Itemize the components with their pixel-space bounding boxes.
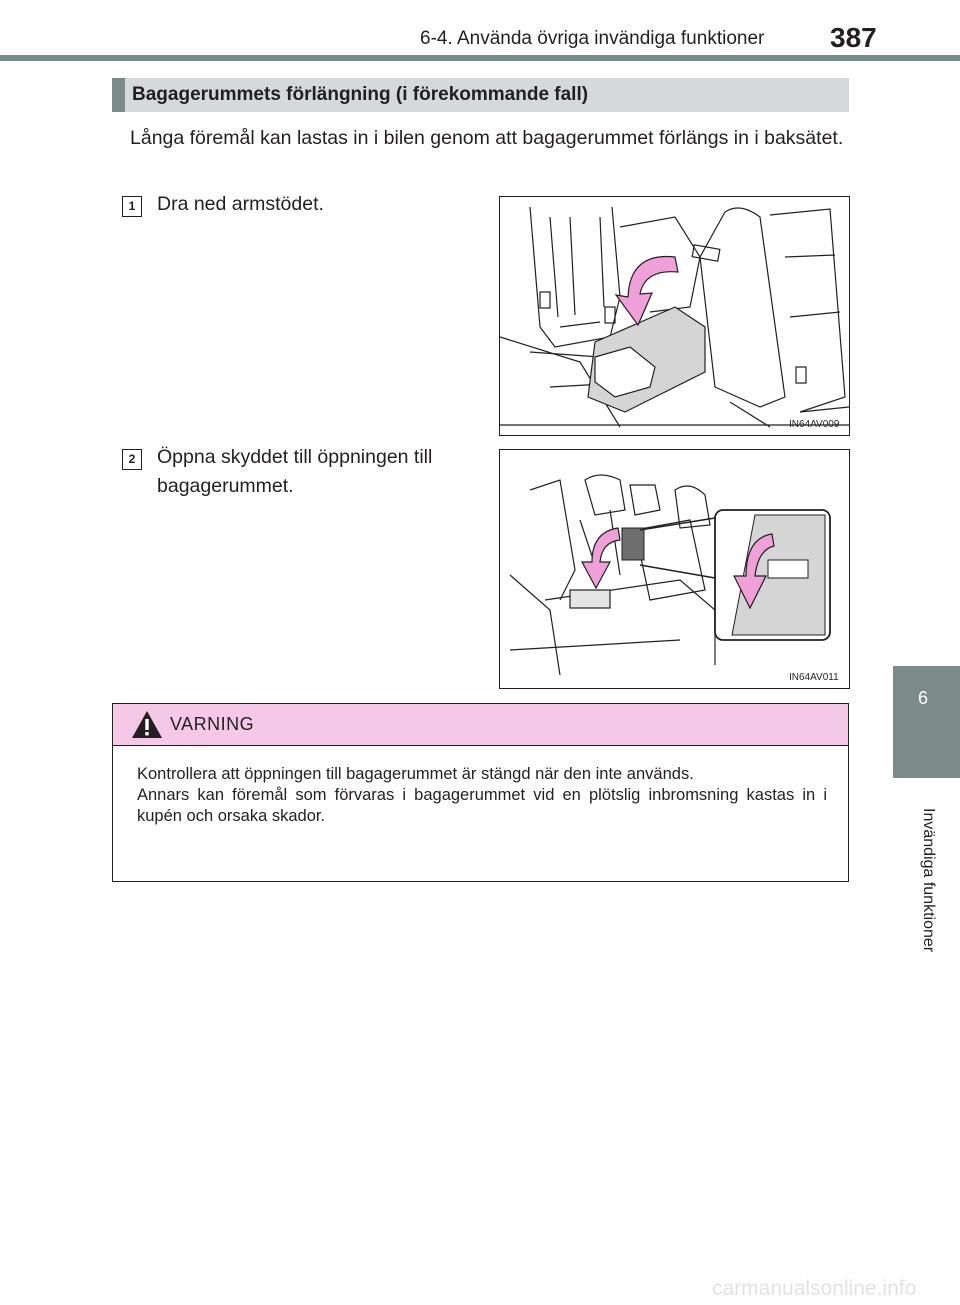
figure-code-1: IN64AV009	[789, 419, 840, 430]
step-text-1: Dra ned armstödet.	[157, 193, 324, 215]
warning-paragraph-1: Kontrollera att öppningen till bagagerummet är stängd när den inte används.	[137, 765, 694, 783]
figure-code-2: IN64AV011	[789, 672, 839, 683]
chapter-tab-number: 6	[917, 688, 928, 708]
armrest-illustration	[500, 197, 849, 435]
trunk-opening-illustration	[500, 450, 849, 688]
section-title: Bagagerummets förlängning (i förekommande fall)	[112, 78, 849, 112]
section-intro: Långa föremål kan lastas in i bilen genom att bagagerummet förlängs in i baksätet.	[130, 127, 844, 149]
warning-paragraph-2: Annars kan föremål som förvaras i bagagerummet vid en plötslig inbromsning kastas in i kupén och orsaka skador.	[137, 786, 827, 825]
step-number-1: 1	[122, 196, 142, 217]
warning-triangle-icon	[131, 710, 163, 739]
warning-body	[137, 764, 827, 827]
page-number: 387	[830, 22, 877, 53]
chapter-tab	[893, 666, 960, 778]
warning-header	[113, 704, 848, 746]
figure-trunk-opening	[499, 449, 850, 689]
watermark: carmanualsonline.info	[712, 1277, 917, 1300]
chapter-tab-label: Invändiga funktioner	[920, 808, 937, 953]
header-rule	[0, 55, 960, 61]
figure-armrest	[499, 196, 850, 436]
warning-box	[112, 703, 849, 882]
warning-title: VARNING	[170, 714, 255, 734]
step-number-2: 2	[122, 449, 142, 470]
step-text-2: Öppna skyddet till öppningen till bagagerummet.	[157, 446, 433, 497]
running-header: 6-4. Använda övriga invändiga funktioner	[420, 28, 765, 49]
